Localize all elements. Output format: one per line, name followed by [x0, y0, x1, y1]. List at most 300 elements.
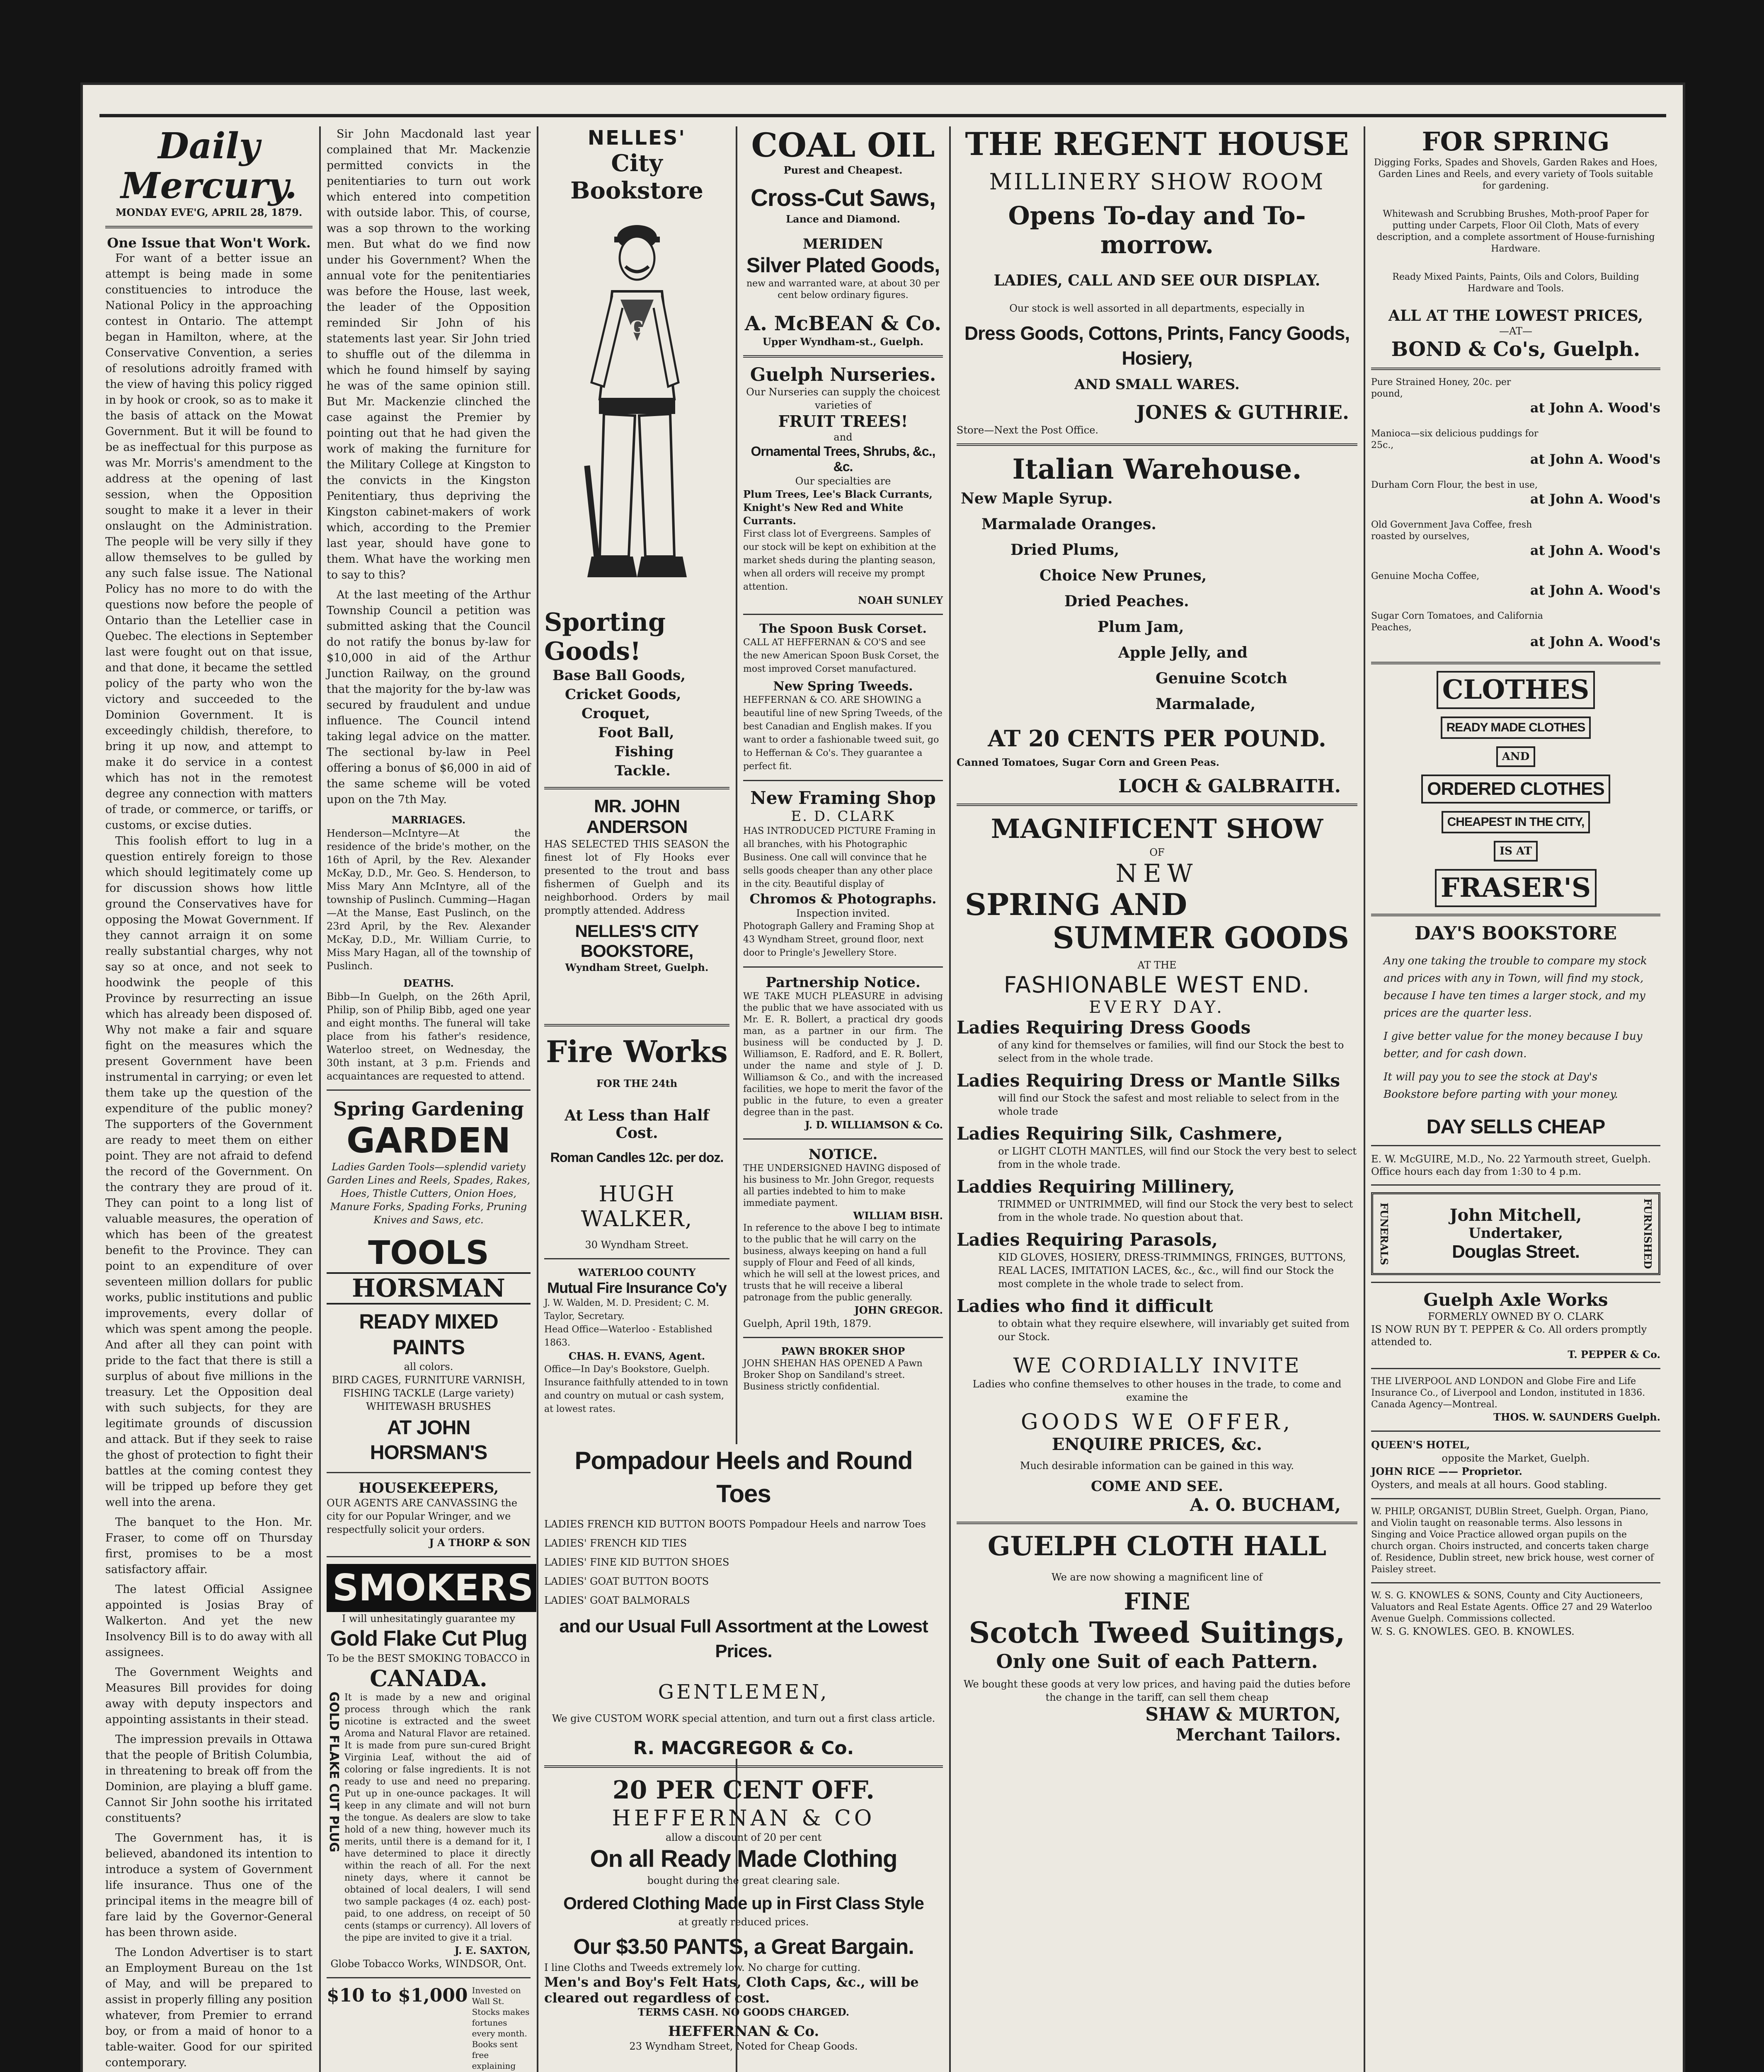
- ad-subheading: Laddies Requiring Millinery,: [957, 1176, 1235, 1197]
- divider: [105, 226, 313, 228]
- list-item: Dried Plums,: [1010, 541, 1119, 559]
- ad-subheading: Ladies Requiring Silk, Cashmere,: [957, 1123, 1283, 1144]
- ad-heading: MAGNIFICENT SHOW: [991, 813, 1323, 845]
- ad-signature: J. D. WILLIAMSON & Co.: [805, 1119, 943, 1131]
- ad-text: Our specialties are: [795, 475, 891, 487]
- divider: [327, 1089, 531, 1091]
- baseball-player-illustration: [575, 208, 699, 602]
- ad-pawn: [743, 1345, 943, 1393]
- ad-heading: GUELPH CLOTH HALL: [987, 1531, 1327, 1562]
- ad-italian-warehouse: [957, 453, 1357, 797]
- ad-heading: CANADA.: [370, 1665, 487, 1692]
- ad-text: bought during the great clearing sale.: [647, 1875, 840, 1886]
- ad-heading: SUMMER GOODS: [1052, 920, 1349, 955]
- ad-notice: [743, 1146, 943, 1330]
- ad-heading: GENTLEMEN,: [658, 1680, 829, 1704]
- ad-text: COME AND SEE.: [1090, 1478, 1224, 1495]
- paragraph: Sir John Macdonald last year complained that Mr. Mackenzie permitted convicts in the penitentiaries to turn out work which entered into competition with outside labor. This, of course, was a sop thrown to the working men. But what do we find now under his Government? When the annual vote for the penitentiaries was before the House, last week, the leader of the Opposition reminded Sir John of his statements last year. Sir John tried to shuffle out of the dilemma in which he found himself by saying he was of the same opinion still. But Mr. Mackenzie clinched the case against the Premier by pointing out that he had given the work of making the furniture for the Military College at Kingston to the convicts in the Kingston Penitentiary, thus depriving the Kingston cabinet-makers of work which, according to the Premier last year, should have gone to them. What have the working men to say to this?: [327, 128, 531, 581]
- ad-text: Men's and Boy's Felt Hats, Cloth Caps, &c., will be cleared out regardless of cost.: [544, 1974, 919, 2006]
- ad-smokers: [327, 1564, 534, 1970]
- ad-heading: Italian Warehouse.: [1012, 453, 1302, 485]
- list-item: Foot Ball,: [598, 724, 674, 741]
- ad-heading: HORSMAN: [327, 1272, 531, 1305]
- ad-signature: WILLIAM BISH.: [853, 1210, 943, 1222]
- ad-framing: [743, 788, 943, 960]
- ad-signature: A. O. BUCHAM,: [1190, 1495, 1341, 1515]
- divider: [544, 1258, 729, 1259]
- divider: [1371, 914, 1660, 916]
- divider: [743, 355, 943, 358]
- ad-text: We bought these goods at very low prices, and having paid the duties before the change in the tariff, can sell them cheap: [963, 1678, 1351, 1703]
- ad-side-text: FURNISHED: [1641, 1198, 1654, 1269]
- column-right-ads: [1365, 126, 1666, 2072]
- ad-heading: $10 to $1,000: [327, 1985, 468, 2006]
- ad-text: In reference to the above I beg to intimate to the public that he will carry on the business, always keeping on hand a full supply of Flour and Feed of all kinds, which he will sell at the lowest prices, and trusts that he will receive a liberal patronage from the public generally.: [743, 1223, 940, 1303]
- ad-text: Purest and Cheapest.: [783, 164, 903, 176]
- deaths-heading: DEATHS.: [403, 977, 454, 989]
- ad-text: READY MADE CLOTHES: [1441, 716, 1591, 739]
- ad-date: Guelph, April 19th, 1879.: [743, 1318, 872, 1329]
- ad-subheading: Ladies Requiring Dress or Mantle Silks: [957, 1070, 1340, 1091]
- ad-address: 30 Wyndham Street.: [585, 1239, 689, 1251]
- ad-tweeds: [743, 679, 943, 773]
- ad-text: BIRD CAGES, FURNITURE VARNISH, FISHING TACKLE (Large variety) WHITEWASH BRUSHES: [332, 1374, 526, 1412]
- ad-heading: SHAW & MURTON,: [1145, 1704, 1341, 1725]
- list-item: Choice New Prunes,: [1040, 567, 1207, 584]
- ad-side-text: FUNERALS: [1378, 1202, 1390, 1265]
- divider: [544, 1024, 729, 1026]
- paragraph: This foolish effort to lug in a question entirely foreign to those which should legitimately come up for discussion shows how little ground the Conservatives have for opposing the Mowat Government. If they cannot arraign it on some really substantial charges, why not say so at once, and not seek to hoodwink the people of this Province by resurrecting an issue which has already been disposed of. Why not make a fair and square fight on the measures which the present Government have been instrumental in carrying; or even let them take up the question of the expenditure of the public money? The supporters of the Government are ready to meet them on either point. They are not afraid to defend the record of the Government. On the contrary they are proud of it. They can point to a long list of valuable measures, the operation of which has been of the greatest benefit to the Province. They can point to an expenditure of over seventeen million dollars for public works, public institutions and public improvements, every dollar of which was spent among the people. And after all they can point with pride to the fact that there is still a surplus of about five millions in the treasury. Let the Opposition deal with such subjects, for they are legitimate grounds of discussion and attack. But if they seek to raise the ghost of protection to fight their battles at the coming contest they will be tripped up before they get well into the arena.: [105, 835, 313, 1509]
- ad-heading: NOTICE.: [808, 1146, 878, 1163]
- ad-text: Roman Candles 12c. per doz.: [550, 1150, 724, 1165]
- ad-cloth-hall: [957, 1531, 1357, 1745]
- ad-text: I give better value for the money because I buy better, and for cash down.: [1384, 1030, 1643, 1060]
- ad-heading: Merchant Tailors.: [1175, 1725, 1341, 1745]
- ad-text: KID GLOVES, HOSIERY, DRESS-TRIMMINGS, FRINGES, BUTTONS, REAL LACES, IMITATION LACES, &c., &c., will find our Stock the most complete in the whole trade to select from.: [998, 1251, 1346, 1290]
- ad-text: will find our Stock the safest and most reliable to select from in the whole trade: [998, 1092, 1339, 1117]
- ad-signature: JOHN GREGOR.: [854, 1304, 943, 1316]
- marriages-heading: MARRIAGES.: [391, 814, 466, 826]
- ad-heading: The Spoon Busk Corset.: [759, 622, 927, 636]
- ad-text: at John A. Wood's: [1530, 451, 1660, 467]
- ad-text: CALL AT HEFFERNAN & CO'S and see the new American Spoon Busk Corset, the most improved Corset manufactured.: [743, 637, 939, 674]
- ad-address: Upper Wyndham-st., Guelph.: [762, 336, 924, 348]
- list-item: LADIES' GOAT BUTTON BOOTS: [544, 1576, 709, 1587]
- ad-text: IS NOW RUN BY T. PEPPER & Co. All orders promptly attended to.: [1371, 1324, 1647, 1348]
- ad-heading: Our $3.50 PANTS, a Great Bargain.: [573, 1935, 914, 1959]
- ad-text: First class lot of Evergreens. Samples of our stock will be kept on exhibition at the market sheds during the planting season, when all orders will receive my prompt attention.: [743, 529, 936, 592]
- list-item: Genuine Scotch Marmalade,: [1156, 670, 1287, 713]
- paragraph: The latest Official Assignee appointed is Josias Bray of Walkerton. And yet the new Insolvency Bill is to do away with all assignees.: [105, 1583, 313, 1659]
- divider: [327, 1556, 531, 1557]
- list-item: LADIES FRENCH KID BUTTON BOOTS Pompadour Heels and narrow Toes: [544, 1518, 926, 1530]
- masthead-title: Daily Mercury.: [121, 126, 297, 207]
- ad-text: Old Government Java Coffee, fresh roasted by ourselves,: [1371, 520, 1532, 542]
- ad-signature: W. S. G. KNOWLES. GEO. B. KNOWLES.: [1371, 1626, 1575, 1638]
- divider: [1371, 1498, 1660, 1499]
- ad-text: Oysters, and meals at all hours. Good stabling.: [1371, 1479, 1607, 1491]
- divider: [1371, 1184, 1660, 1186]
- column-editorial: [99, 126, 318, 2072]
- ad-heading: BOND & Co's, Guelph.: [1391, 338, 1640, 361]
- ad-heading: and our Usual Full Assortment at the Lowest Prices.: [559, 1616, 928, 1661]
- top-rule: [99, 114, 1666, 117]
- ad-heading: AT 20 CENTS PER POUND.: [988, 725, 1326, 752]
- list-item: Cricket Goods,: [565, 686, 681, 703]
- ad-text: IS AT: [1494, 841, 1538, 862]
- divider: [1371, 1582, 1660, 1583]
- ad-wood-grocery: [1371, 377, 1660, 649]
- ad-heading: READY MIXED PAINTS: [359, 1310, 498, 1359]
- ad-text: Invested on Wall St. Stocks makes fortunes every month. Books sent free explaining: [472, 1985, 530, 2071]
- divider: [327, 1977, 531, 1978]
- ad-knowles: [1371, 1590, 1660, 1638]
- ad-heading: Partnership Notice.: [766, 974, 921, 991]
- ad-heading: FRASER'S: [1435, 869, 1597, 907]
- ad-fraser: [1371, 671, 1660, 907]
- ad-signature: T. PEPPER & Co.: [1568, 1348, 1660, 1361]
- ad-nurseries: [743, 364, 943, 607]
- svg-text:G: G: [630, 317, 644, 337]
- ad-text: HAS SELECTED THIS SEASON the finest lot of Fly Hooks ever presented to the trout and bass fishermen of Guelph and its neighborhood. Orders by mail promptly attended. Address: [544, 838, 729, 916]
- paragraph: At the last meeting of the Arthur Township Council a petition was submitted asking that the Council do not ratify the bonus by-law for $10,000 in aid of the Arthur Junction Railway, on the ground that the majority for the by-law was secured by fraudulent and undue influence. The Council intend taking legal advice on the matter. The sectional by-law in Peel offering a bonus of $6,000 in aid of the same scheme will be voted upon on the 7th May.: [327, 588, 531, 806]
- ad-text: J. W. Walden, M. D. President; C. M. Taylor, Secretary.: [544, 1298, 710, 1322]
- ad-address: Globe Tobacco Works, WINDSOR, Ont.: [330, 1958, 527, 1970]
- ad-heading: HOUSEKEEPERS,: [358, 1480, 499, 1496]
- ad-text: To be the BEST SMOKING TOBACCO in: [327, 1653, 530, 1664]
- divider: [327, 1472, 531, 1473]
- ad-text: OF: [1149, 847, 1165, 858]
- paragraph: The Government Weights and Measures Bill provides for doing away with deputy inspectors and appointing assistants in their stead.: [105, 1666, 313, 1726]
- ad-text: Office—In Day's Bookstore, Guelph. Insurance faithfully attended to in town and country on mutual or cash system, at lowest rates.: [544, 1364, 729, 1414]
- ad-nelles: [544, 126, 729, 780]
- wide-ads-lower: [538, 1444, 949, 2072]
- ad-waterloo: [544, 1266, 729, 1416]
- ad-signature: J A THORP & SON: [429, 1537, 531, 1549]
- ad-partnership: [743, 974, 943, 1132]
- ad-heading: Guelph Axle Works: [1423, 1290, 1608, 1310]
- ad-text: Head Office—Waterloo - Established 1863.: [544, 1324, 712, 1348]
- ad-heading: Cross-Cut Saws,: [751, 184, 935, 211]
- ad-text: at John A. Wood's: [1530, 491, 1660, 507]
- ad-text: It is made by a new and original process through which the rank nicotine is extracted and the sweet Aroma and Natural Flavor are retained. It is made from pure sun-cured Bright Virginia Leaf, without the aid of coloring or false ingredients. It is not ready to use and need no preparing. Put up in one-ounce packages. It will keep in any climate and will not burn the tongue. As dealers are slow to take hold of a new thing, however much its merits, until there is a demand for it, I have determined to place it directly within the reach of all. For the next ninety days, where it cannot be obtained of local dealers, I will send two sample packages (4 oz. each) post-paid, to one address, on receipt of 50 cents (stamps or currency). All lovers of the pipe are invited to give it a trial.: [344, 1692, 531, 1943]
- ad-heading-big: TOOLS: [368, 1234, 489, 1272]
- divider: [1371, 1282, 1660, 1283]
- ad-heading: Fire Works: [546, 1034, 728, 1069]
- ad-signature: NOAH SUNLEY: [858, 594, 943, 606]
- ad-address: 23 Wyndham Street, Noted for Cheap Goods.: [629, 2041, 858, 2052]
- ad-text: OUR AGENTS ARE CANVASSING the city for our Popular Wringer, and we respectfully solicit your orders.: [327, 1497, 518, 1535]
- ad-text: FORMERLY OWNED BY O. CLARK: [1427, 1311, 1604, 1323]
- divider: [957, 1522, 1357, 1524]
- ad-text: TERMS CASH. NO GOODS CHARGED.: [637, 2006, 850, 2018]
- ad-invest: [327, 1985, 531, 2072]
- ad-regent-house: [957, 126, 1357, 437]
- ad-text: THE UNDERSIGNED HAVING disposed of his business to Mr. John Gregor, requests all parties indebted to him to make immediate payment.: [743, 1163, 940, 1208]
- paragraph: The banquet to the Hon. Mr. Fraser, to come off on Thursday first, promises to be a most satisfactory affair.: [105, 1516, 313, 1576]
- divider: [743, 1138, 943, 1140]
- ad-heading: NELLES': [587, 126, 686, 150]
- list-item: LADIES' GOAT BALMORALS: [544, 1595, 690, 1606]
- ad-heading: HUGH WALKER,: [581, 1182, 693, 1232]
- ad-address: Store—Next the Post Office.: [957, 424, 1099, 436]
- ad-signature: THOS. W. SAUNDERS Guelph.: [1493, 1411, 1660, 1423]
- editorial-heading: One Issue that Won't Work.: [107, 235, 311, 251]
- divider: [743, 780, 943, 781]
- ad-heading: WE CORDIALLY INVITE: [1013, 1353, 1301, 1377]
- paragraph: The London Advertiser is to start an Employment Bureau on the 1st of May, and will be prepared to assist in properly filling any position whatever, from Premier to errand boy, or from a maid of honor to a table-waiter. Good for our spirited contemporary.: [105, 1946, 313, 2069]
- ad-anderson: [544, 796, 729, 974]
- ad-text: THE LIVERPOOL AND LONDON and Globe Fire and Life Insurance Co., of Liverpool and London, instituted in 1836. Canada Agency—Montreal.: [1371, 1376, 1645, 1410]
- column-news-ads: [321, 126, 536, 2072]
- ad-heading: FOR SPRING: [1422, 126, 1610, 157]
- ad-text: Manioca—six delicious puddings for 25c.,: [1371, 428, 1539, 450]
- ad-days-bookstore: [1371, 923, 1660, 1138]
- deaths-text: Bibb—In Guelph, on the 26th April, Philip, son of Philip Bibb, aged one year and eight months. The funeral will take place from his father's residence, Waterloo street, on Wednesday, the 30th instant, at 3 p.m. Friends and acquaintances are requested to attend.: [327, 991, 531, 1082]
- newspaper-page: [83, 85, 1683, 2072]
- divider: [544, 787, 729, 789]
- list-item: Base Ball Goods,: [552, 667, 686, 684]
- ad-text: all colors.: [404, 1361, 453, 1372]
- ad-heading: QUEEN'S HOTEL,: [1371, 1439, 1470, 1451]
- ad-heading: R. MACGREGOR & Co.: [633, 1738, 854, 1759]
- ad-heading: Only one Suit of each Pattern.: [996, 1650, 1318, 1673]
- ad-text: new and warranted ware, at about 30 per cent below ordinary figures.: [746, 278, 940, 300]
- ad-text: at John A. Wood's: [1530, 400, 1660, 416]
- ad-text: JOHN SHEHAN HAS OPENED A Pawn Broker Shop on Sandiland's street. Business strictly confidential.: [743, 1358, 923, 1392]
- ad-heading: HEFFERNAN & CO: [612, 1806, 875, 1831]
- masthead-date: MONDAY EVE'G, APRIL 28, 1879.: [115, 206, 303, 218]
- ad-text: Inspection invited.: [796, 908, 890, 919]
- ad-heading: E. D. CLARK: [791, 808, 895, 825]
- ad-heading: Ordered Clothing Made up in First Class Style: [563, 1893, 924, 1913]
- list-item: Apple Jelly, and: [1118, 644, 1248, 661]
- divider: [1371, 1145, 1660, 1146]
- ad-signature: J. E. SAXTON,: [454, 1944, 531, 1956]
- ad-mitchell: [1371, 1192, 1660, 1275]
- ad-heading-big: COAL OIL: [751, 126, 935, 165]
- list-item: Dried Peaches.: [1064, 593, 1189, 610]
- ad-text: at John A. Wood's: [1530, 542, 1660, 558]
- ad-text: Much desirable information can be gained in this way.: [1020, 1460, 1294, 1472]
- ad-heading: Spring Gardening: [333, 1098, 524, 1120]
- ad-text: opposite the Market, Guelph.: [1442, 1452, 1590, 1464]
- ad-text: Ladies who confine themselves to other houses in the trade, to come and examine the: [972, 1378, 1342, 1403]
- divider: [743, 1337, 943, 1338]
- paragraph: The impression prevails in Ottawa that the people of British Columbia, in threatening to break off from the Dominion, are playing a bluff game. Cannot Sir John soothe his irritated constituents?: [105, 1733, 313, 1825]
- ad-text: We are now showing a magnificent line of: [1052, 1571, 1262, 1583]
- ad-coal-oil: [743, 126, 943, 349]
- ad-text: AT THE: [1137, 959, 1177, 971]
- ad-garden: [327, 1097, 531, 1465]
- ad-heading: Sporting Goods!: [544, 608, 666, 666]
- divider: [1371, 368, 1660, 370]
- ad-text: HEFFERNAN & CO. ARE SHOWING a beautiful line of new Spring Tweeds, of the best Canadian and English makes. If you want to order a fashionable tweed suit, go to Heffernan & Co's. They guarantee a perfect fit.: [743, 695, 943, 772]
- ad-heading: Chromos & Photographs.: [749, 891, 937, 907]
- ad-text: Whitewash and Scrubbing Brushes, Moth-proof Paper for putting under Carpets, Floor Oil Cloth, Mats of every description, and a complete assortment of House-furnishing Hardware.: [1376, 209, 1655, 254]
- ad-heading: FINE: [1124, 1588, 1190, 1615]
- ad-text: Plum Trees, Lee's Black Currants, Knight's New Red and White Currants.: [743, 488, 933, 527]
- ad-heading: LADIES, CALL AND SEE OUR DISPLAY.: [993, 272, 1321, 289]
- ad-housekeepers: [327, 1480, 531, 1549]
- ad-text: Digging Forks, Spades and Shovels, Garden Rakes and Hoes, Garden Lines and Reels, and every variety of Tools suitable for gardening.: [1374, 157, 1658, 191]
- ad-text: Durham Corn Flour, the best in use,: [1371, 480, 1538, 490]
- list-item: Marmalade Oranges.: [981, 516, 1156, 533]
- list-item: LADIES' FINE KID BUTTON SHOES: [544, 1556, 729, 1568]
- paragraph: For want of a better issue an attempt is being made in some constituencies to introduce the National Policy in the approaching contest in Ontario. The attempt began in Hamilton, where, at the Conservative Convention, a series of resolutions adroitly framed with the view of having this policy rigged in by hook or crook, so as to make it the basis of attack on the Mowat Government. But it will be found to be as ineffectual for this purpose as was Mr. Morris's amendment to the address at the opening of last session, when the Opposition sought to make it a lever in their onslaught on the Administration. The people will be very silly if they allow themselves to be gulled by any such false issue. The National Policy has no more to do with the questions now before the people of Ontario than the Letellier case in Quebec. The elections in September last were fought out on that issue, and that done, it became the settled policy of the party who won the victory and succeeded to the Dominion Government. It is exceedingly childish, therefore, to bring it up now, and attempt to make it do service in a contest which has not in the remotest degree any connection with matters of trade, or commerce, or tariffs, or customs, or excise duties.: [105, 252, 313, 832]
- ad-heading: Silver Plated Goods,: [746, 254, 940, 277]
- ad-corset: [743, 622, 943, 676]
- divider: [743, 614, 943, 615]
- ad-heading: Scotch Tweed Suitings,: [969, 1615, 1345, 1650]
- marriages-text: Henderson—McIntyre—At the residence of the bride's mother, on the 16th of April, by the Rev. Alexander McKay, D.D., Mr. Geo. S. Henderson, to Miss Mary Ann McIntyre, all of the township of Puslinch. Cumming—Hagan—At the Manse, East Puslinch, on the 23rd April, by the Rev. Alexander McKay, D.D., Mr. William Currie, to Miss Mary Hagan, all of the township of Puslinch.: [327, 828, 531, 972]
- ad-heading: FRUIT TREES!: [778, 412, 908, 431]
- ad-heading: New Spring Tweeds.: [773, 679, 913, 694]
- ad-heading-big: THE REGENT HOUSE: [965, 126, 1349, 162]
- ad-heading: LOCH & GALBRAITH.: [1118, 776, 1341, 797]
- ad-liverpool: [1371, 1376, 1660, 1424]
- ad-heading: AT JOHN HORSMAN'S: [370, 1417, 487, 1464]
- ad-magnificent-show: [957, 813, 1357, 1515]
- ad-for-spring: [1371, 126, 1660, 361]
- list-item: Plum Jam,: [1098, 618, 1184, 636]
- ad-heading: ENQUIRE PRICES, &c.: [1052, 1435, 1262, 1454]
- ad-text: Canned Tomatoes, Sugar Corn and Green Peas.: [957, 756, 1219, 768]
- ad-mcguire: E. W. McGUIRE, M.D., No. 22 Yarmouth street, Guelph. Office hours each day from 1:30 to 4 p.m.: [1371, 1153, 1651, 1177]
- list-item: Croquet,: [582, 705, 650, 722]
- ad-text: HAS INTRODUCED PICTURE Framing in all branches, with his Photographic Business. One call will convince that he sells goods cheaper than any other place in the city. Beautiful display of: [743, 826, 936, 889]
- ad-text: Our stock is well assorted in all departments, especially in: [1009, 303, 1305, 314]
- ad-heading: PAWN BROKER SHOP: [781, 1345, 905, 1357]
- ad-heading: ALL AT THE LOWEST PRICES,: [1388, 307, 1643, 324]
- ad-heading: MERIDEN: [802, 236, 884, 252]
- ad-text: EVERY DAY.: [1089, 998, 1225, 1017]
- ad-heffernan: [544, 1774, 943, 2053]
- list-item: Fishing Tackle.: [615, 743, 674, 779]
- ad-text: at John A. Wood's: [1530, 634, 1660, 649]
- ad-philp: W. PHILP, ORGANIST, DUBlin Street, Guelph. Organ, Piano, and Violin taught on reasonable terms. Also lessons in Singing and Voice Practice allowed organ pupils on the church organ. Choirs instructed, and concerts taken charge of. Residence, Dublin street, new brick house, west corner of Paisley street.: [1371, 1506, 1654, 1575]
- ad-text: CHEAPEST IN THE CITY,: [1442, 811, 1590, 833]
- ad-text: Photograph Gallery and Framing Shop at 43 Wyndham Street, ground floor, next door to Pringle's Jewellery Store.: [743, 921, 934, 958]
- ad-heading: JONES & GUTHRIE.: [1136, 401, 1349, 424]
- ad-text: It will pay you to see the stock at Day's Bookstore before parting with your money.: [1384, 1071, 1618, 1101]
- ad-text: Lance and Diamond.: [786, 213, 900, 225]
- ad-heading: CLOTHES: [1437, 671, 1595, 709]
- ad-heading: Ornamental Trees, Shrubs, &c., &c.: [751, 444, 935, 474]
- ad-subheading: Ladies Requiring Dress Goods: [957, 1017, 1251, 1038]
- ad-axle-works: [1371, 1290, 1660, 1361]
- divider: [957, 443, 1357, 446]
- ad-heading: NELLES'S CITY BOOKSTORE,: [575, 921, 699, 961]
- ad-heading: On all Ready Made Clothing: [590, 1845, 897, 1872]
- ad-text: We give CUSTOM WORK special attention, and turn out a first class article.: [552, 1713, 935, 1724]
- ad-subheading: Ladies Requiring Parasols,: [957, 1230, 1218, 1250]
- ad-heading: Mutual Fire Insurance Co'y: [547, 1279, 727, 1296]
- divider: [1371, 1368, 1660, 1369]
- divider: [544, 1765, 943, 1768]
- ad-address: Douglas Street.: [1452, 1241, 1580, 1262]
- ad-text: AND: [1496, 746, 1536, 767]
- ad-heading: Guelph Nurseries.: [750, 364, 936, 385]
- ad-heading: WATERLOO COUNTY: [578, 1266, 696, 1278]
- ad-heading: Opens To-day and To-morrow.: [1008, 201, 1306, 259]
- ad-heading-big: GARDEN: [346, 1120, 511, 1161]
- ad-signature: HEFFERNAN & Co.: [668, 2023, 819, 2040]
- ad-text: at John A. Wood's: [1530, 582, 1660, 598]
- ad-fireworks: [544, 1033, 729, 1251]
- ad-heading: NEW: [1115, 859, 1199, 888]
- ad-text: Ready Mixed Paints, Paints, Oils and Colors, Building Hardware and Tools.: [1392, 272, 1639, 294]
- ad-heading: DAY'S BOOKSTORE: [1415, 923, 1617, 944]
- ad-heading: 20 PER CENT OFF.: [612, 1776, 875, 1805]
- ad-signature: CHAS. H. EVANS, Agent.: [568, 1350, 705, 1362]
- ad-text: FOR THE 24th: [596, 1077, 678, 1089]
- paragraph: The Government has, it is believed, abandoned its intention to introduce a system of Government life insurance. Thus one of the principal items in the meagre bill of fare laid by the Governor-General has been thrown aside.: [105, 1832, 313, 1939]
- ad-text: at greatly reduced prices.: [678, 1916, 809, 1928]
- ad-heading: Gold Flake Cut Plug: [330, 1627, 527, 1651]
- ad-text: —AT—: [1499, 325, 1533, 337]
- column-dry-goods: [951, 126, 1363, 2072]
- ad-heading: GOODS WE OFFER,: [1020, 1410, 1293, 1435]
- ad-heading-big: SMOKERS: [327, 1564, 536, 1612]
- divider: [1371, 662, 1660, 664]
- ad-heading: City Bookstore: [570, 150, 703, 204]
- ad-heading: Dress Goods, Cottons, Prints, Fancy Goods, Hosiery,: [964, 322, 1350, 369]
- divider: [743, 966, 943, 968]
- ad-subheading: Ladies who find it difficult: [957, 1296, 1213, 1316]
- ad-side-text: GOLD FLAKE CUT PLUG: [327, 1692, 341, 1852]
- ad-heading: MR. JOHN ANDERSON: [586, 796, 688, 837]
- ad-text: JOHN RICE —— Proprietor.: [1371, 1465, 1522, 1478]
- ad-heading: New Framing Shop: [750, 788, 936, 808]
- ad-heading: MILLINERY SHOW ROOM: [989, 169, 1325, 195]
- ad-text: allow a discount of 20 per cent: [665, 1832, 822, 1843]
- list-item: New Maple Syrup.: [961, 490, 1113, 507]
- ad-text: W. S. G. KNOWLES & SONS, County and City Auctioneers, Valuators and Real Estate Agents. Office 27 and 29 Waterloo Avenue Guelph. Commissions collected.: [1371, 1590, 1652, 1624]
- ad-heading: FASHIONABLE WEST END.: [1003, 972, 1311, 998]
- ad-text: and: [834, 431, 853, 443]
- ad-text: Pure Strained Honey, 20c. per pound,: [1371, 377, 1511, 399]
- ad-text: Sugar Corn Tomatoes, and California Peaches,: [1371, 611, 1543, 633]
- ad-heading: At Less than Half Cost.: [564, 1107, 710, 1142]
- ad-text: Our Nurseries can supply the choicest varieties of: [746, 386, 940, 411]
- ad-text: Any one taking the trouble to compare my stock and prices with any in Town, will find my stock, because I have ten times a larger stock, and my prices are the quarter less.: [1384, 955, 1647, 1019]
- ad-heading: ORDERED CLOTHES: [1421, 775, 1610, 804]
- ad-text: to obtain what they require elsewhere, will invariably get suited from our Stock.: [998, 1318, 1350, 1343]
- ad-text: AND SMALL WARES.: [1074, 376, 1240, 393]
- ad-pompadour: [544, 1444, 943, 1759]
- divider: [1371, 1431, 1660, 1432]
- ad-heading: Pompadour Heels and Round Toes: [574, 1447, 913, 1508]
- list-item: LADIES' FRENCH KID TIES: [544, 1537, 687, 1549]
- ad-address: Wyndham Street, Guelph.: [565, 961, 709, 973]
- ad-text: I will unhesitatingly guarantee my: [342, 1613, 516, 1624]
- ad-heading: A. McBEAN & Co.: [744, 312, 942, 335]
- ad-text: Ladies Garden Tools—splendid variety Garden Lines and Reels, Spades, Rakes, Hoes, Thistle Cutters, Onion Hoes, Manure Forks, Spading Forks, Pruning Knives and Saws, etc.: [327, 1161, 531, 1226]
- ad-queens-hotel: [1371, 1438, 1660, 1491]
- ad-heading: SPRING AND: [965, 887, 1187, 922]
- ad-text: TRIMMED or UNTRIMMED, will find our Stock the very best to select from in the whole trade. No question about that.: [998, 1198, 1353, 1223]
- ad-text: of any kind for themselves or families, will find our Stock the best to select from in the whole trade.: [998, 1039, 1344, 1064]
- ad-text: Genuine Mocha Coffee,: [1371, 571, 1480, 581]
- ad-text: or LIGHT CLOTH MANTLES, will find our Stock the very best to select from in the whole trade.: [998, 1145, 1357, 1170]
- divider: [957, 804, 1357, 806]
- ad-text: WE TAKE MUCH PLEASURE in advising the public that we have associated with us Mr. E. R. Bollert, a practical dry goods man, as a partner in our firm. The business will be conducted by J. D. Williamson, E. Radford, and E. R. Bollert, under the name and style of J. D. Williamson & Co., and with the increased facilities, we hope to merit the favor of the public in the future, to even a greater degree than in the past.: [743, 991, 943, 1118]
- ad-heading: John Mitchell,: [1449, 1205, 1582, 1225]
- ad-text: Undertaker,: [1468, 1225, 1563, 1242]
- ad-text: I line Cloths and Tweeds extremely low. No charge for cutting.: [544, 1962, 861, 1973]
- ad-heading: DAY SELLS CHEAP: [1426, 1116, 1605, 1138]
